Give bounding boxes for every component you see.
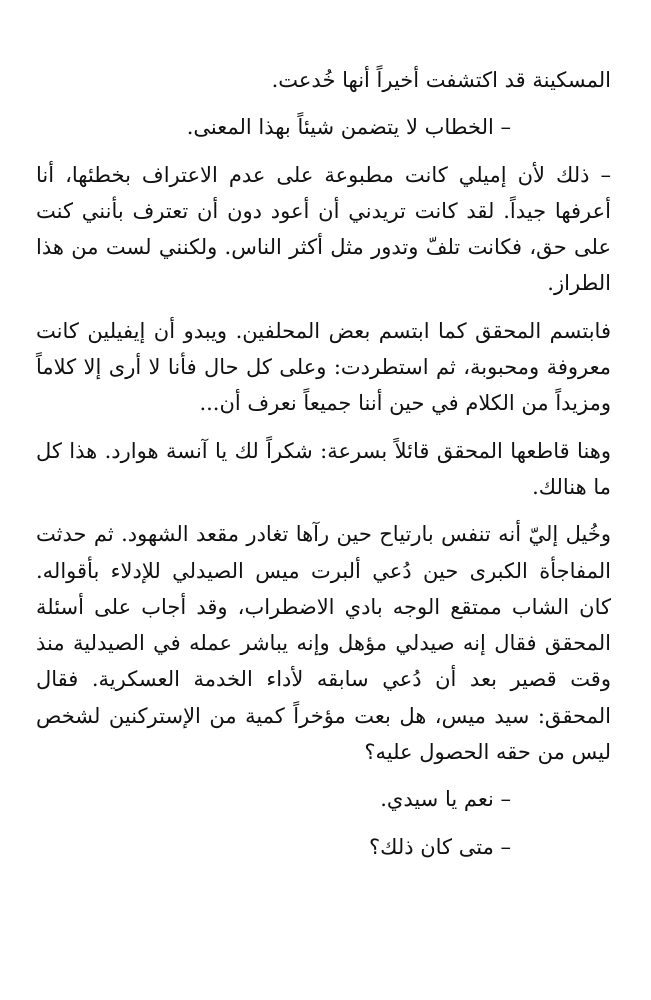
paragraph-3: فابتسم المحقق كما ابتسم بعض المحلفين. ويبدو أن إيفيلين كانت معروفة ومحبوبة، ثم استطردت: وعلى كل حال فأنا لا أرى إلا كلاماً ومزيداً من الكلام في حين أننا جميعاً نعرف أن... [36,318,611,416]
paragraph-5: وخُيل إليّ أنه تنفس بارتياح حين رآها تغادر مقعد الشهود. ثم حدثت المفاجأة الكبرى حين دُعي ألبرت ميس الصيدلي للإدلاء بأقواله. كان الشاب ممتقع الوجه بادي الاضطراب، وقد أجاب على أسئلة المحقق فقال إنه صيدلي مؤهل وإنه يباشر عمله في الصيدلية منذ وقت قصير بعد أن دُعي سابقه لأداء الخدمة العسكرية. فقال المحقق: سيد ميس، هل بعت مؤخراً كمية من الإستركنين لشخص ليس من حقه الحصول عليه؟ [36,522,611,765]
dialog-line-1: – الخطاب لا يتضمن شيئاً بهذا المعنى. [186,115,511,140]
paragraph-2: – ذلك لأن إميلي كانت مطبوعة على عدم الاعتراف بخطئها، أنا أعرفها جيداً. لقد كانت تريدني أن أعود دون أن تعترف بأنني كنت على حق، فكانت تلفّ وتدور مثل أكثر الناس. ولكنني لست من هذا الطراز. [36,162,611,296]
paragraph-4: وهنا قاطعها المحقق قائلاً بسرعة: شكراً لك يا آنسة هوارد. هذا كل ما هنالك. [36,438,611,499]
dialog-line-2: – نعم يا سيدي. [380,787,511,812]
paragraph-1: المسكينة قد اكتشفت أخيراً أنها خُدعت. [271,68,611,92]
dialog-line-3: – متى كان ذلك؟ [368,834,511,859]
